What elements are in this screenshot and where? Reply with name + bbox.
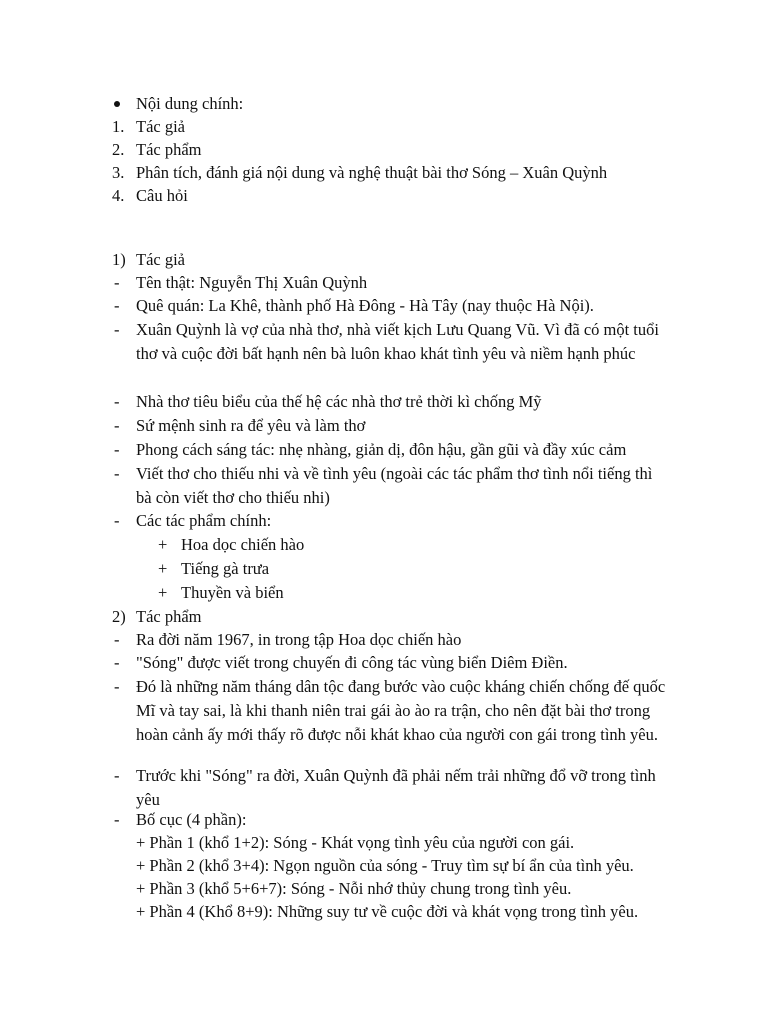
dash-marker: - xyxy=(114,296,120,315)
list-item: Sứ mệnh sinh ra để yêu và làm thơ xyxy=(136,416,366,435)
outline-number: 1. xyxy=(112,117,125,136)
section-number: 2) xyxy=(112,607,126,626)
plus-marker: + xyxy=(158,535,168,554)
outline-item: Phân tích, đánh giá nội dung và nghệ thuật bài thơ Sóng – Xuân Quỳnh xyxy=(136,163,608,182)
section-number: 1) xyxy=(112,250,126,269)
structure-part: + Phần 3 (khổ 5+6+7): Sóng - Nỗi nhớ thủy chung trong tình yêu. xyxy=(136,879,572,898)
plus-marker: + xyxy=(158,583,168,602)
dash-marker: - xyxy=(114,416,120,435)
plus-marker: + xyxy=(158,559,168,578)
outline-heading: Nội dung chính: xyxy=(136,94,244,113)
outline-item: Tác giả xyxy=(136,117,186,136)
dash-marker: - xyxy=(114,440,120,459)
list-item: Các tác phẩm chính: xyxy=(136,511,272,530)
dash-marker: - xyxy=(114,511,120,530)
outline-number: 2. xyxy=(112,140,125,159)
structure-part: + Phần 1 (khổ 1+2): Sóng - Khát vọng tình yêu của người con gái. xyxy=(136,833,575,852)
structure-part: + Phần 4 (Khổ 8+9): Những suy tư về cuộc đời và khát vọng trong tình yêu. xyxy=(136,902,639,921)
list-item: Xuân Quỳnh là vợ của nhà thơ, nhà viết kịch Lưu Quang Vũ. Vì đã có một tuổi thơ và cuộc đời bất hạnh nên bà luôn khao khát tình yêu và niềm hạnh phúc xyxy=(136,320,659,363)
section-title: Tác giả xyxy=(136,250,186,269)
dash-marker: - xyxy=(114,392,120,411)
outline-item: Tác phẩm xyxy=(136,140,202,159)
dash-marker: - xyxy=(114,766,120,785)
dash-marker: - xyxy=(114,653,120,672)
section-title: Tác phẩm xyxy=(136,607,202,626)
dash-marker: - xyxy=(114,677,120,696)
list-item: Phong cách sáng tác: nhẹ nhàng, giản dị, đôn hậu, gần gũi và đầy xúc cảm xyxy=(136,440,627,459)
outline-number: 4. xyxy=(112,186,125,205)
bullet-dot-icon xyxy=(114,101,120,107)
structure-part: + Phần 2 (khổ 3+4): Ngọn nguồn của sóng - Truy tìm sự bí ẩn của tình yêu. xyxy=(136,856,634,875)
list-item: Quê quán: La Khê, thành phố Hà Đông - Hà Tây (nay thuộc Hà Nội). xyxy=(136,296,594,315)
list-item: "Sóng" được viết trong chuyến đi công tác vùng biển Diêm Điền. xyxy=(136,653,568,672)
list-item: Nhà thơ tiêu biểu của thế hệ các nhà thơ trẻ thời kì chống Mỹ xyxy=(136,392,542,411)
dash-marker: - xyxy=(114,810,120,829)
outline-item: Câu hỏi xyxy=(136,186,188,205)
list-item: Đó là những năm tháng dân tộc đang bước vào cuộc kháng chiến chống đế quốc Mĩ và tay sai, là khi thanh niên trai gái ào ào ra trận, cho nên đặt bài thơ trong hoàn cảnh ấy mới thấy rõ được nỗi khát khao của người con gái trong tình yêu. xyxy=(136,677,666,744)
list-item: Ra đời năm 1967, in trong tập Hoa dọc chiến hào xyxy=(136,630,462,649)
dash-marker: - xyxy=(114,630,120,649)
dash-marker: - xyxy=(114,464,120,483)
work-item: Tiếng gà trưa xyxy=(181,559,270,578)
outline-number: 3. xyxy=(112,163,125,182)
list-item: Tên thật: Nguyễn Thị Xuân Quỳnh xyxy=(136,273,368,292)
work-item: Hoa dọc chiến hào xyxy=(181,535,305,554)
work-item: Thuyền và biển xyxy=(181,583,284,602)
dash-marker: - xyxy=(114,273,120,292)
dash-marker: - xyxy=(114,320,120,339)
list-item: Bố cục (4 phần): xyxy=(136,810,247,829)
list-item: Viết thơ cho thiếu nhi và về tình yêu (ngoài các tác phẩm thơ tình nổi tiếng thì bà còn viết thơ cho thiếu nhi) xyxy=(136,464,653,507)
list-item: Trước khi "Sóng" ra đời, Xuân Quỳnh đã phải nếm trải những đổ vỡ trong tình yêu xyxy=(136,766,656,809)
